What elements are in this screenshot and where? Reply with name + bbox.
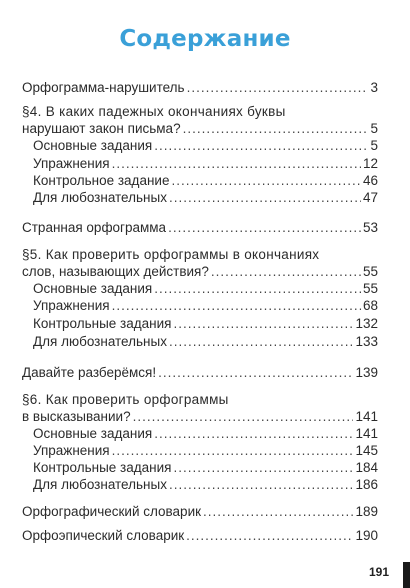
toc-entry-title: Упражнения <box>33 443 110 458</box>
dot-leader <box>183 120 369 138</box>
toc-entry <box>22 527 378 545</box>
toc-entry-title: Контрольные задания <box>33 460 172 475</box>
dot-leader <box>154 280 361 298</box>
toc-subentry <box>33 459 378 477</box>
toc-subentry <box>33 476 378 494</box>
toc-subentry <box>33 442 378 460</box>
section-5-heading: §5. Как проверить орфограммы в окончаниях <box>22 247 320 262</box>
toc-entry-title: Упражнения <box>33 298 110 313</box>
toc-entry-page: 53 <box>362 220 378 235</box>
toc-entry-title: Для любознательных <box>33 477 167 492</box>
dot-leader <box>173 315 353 333</box>
toc-entry-page: 3 <box>370 80 378 95</box>
page-title: Содержание <box>119 26 291 52</box>
toc-subentry <box>33 333 378 351</box>
toc-entry-page: 189 <box>355 504 378 519</box>
section-6-heading: §6. Как проверить орфограммы <box>22 392 229 407</box>
section-4-heading: §4. В каких падежных окончаниях буквы <box>22 104 286 119</box>
toc-entry <box>22 364 378 382</box>
toc-entry-title: Орфографический словарик <box>22 504 202 519</box>
toc-subentry <box>33 297 378 315</box>
dot-leader <box>211 263 361 281</box>
toc-entry-title: Основные задания <box>33 281 153 296</box>
page-number: 191 <box>368 565 389 579</box>
toc-entry-title: Для любознательных <box>33 190 167 205</box>
toc-entry-title: нарушают закон письма? <box>22 121 181 136</box>
toc-subentry <box>33 280 378 298</box>
toc-entry-page: 55 <box>362 281 378 296</box>
toc-entry-title: Орфограмма-нарушитель <box>22 80 185 95</box>
toc-entry <box>22 120 378 138</box>
dot-leader <box>173 459 353 477</box>
dot-leader <box>169 189 361 207</box>
toc-entry <box>22 263 378 281</box>
page-edge-bar <box>403 562 410 588</box>
toc-subentry <box>33 189 378 207</box>
toc-entry-page: 190 <box>355 528 378 543</box>
dot-leader <box>112 297 361 315</box>
toc-entry-title: Упражнения <box>33 156 110 171</box>
dot-leader <box>171 172 361 190</box>
toc-subentry <box>33 172 378 190</box>
toc-entry-page: 5 <box>370 138 378 153</box>
toc-entry <box>22 503 378 521</box>
toc-entry-page: 47 <box>362 190 378 205</box>
dot-leader <box>158 364 353 382</box>
dot-leader <box>203 503 353 521</box>
toc-entry <box>22 79 378 97</box>
toc-entry-page: 68 <box>362 298 378 313</box>
dot-leader <box>187 79 369 97</box>
dot-leader <box>169 476 354 494</box>
toc-entry <box>22 408 378 426</box>
toc-entry-title: Странная орфограмма <box>22 220 167 235</box>
toc-entry-title: Орфоэпический словарик <box>22 528 185 543</box>
dot-leader <box>112 155 361 173</box>
toc-entry-title: слов, называющих действия? <box>22 264 209 279</box>
toc-subentry <box>33 315 378 333</box>
toc-entry-title: Основные задания <box>33 138 153 153</box>
toc-entry-title: Контрольные задания <box>33 316 172 331</box>
toc-entry-page: 145 <box>355 443 378 458</box>
toc-subentry <box>33 425 378 443</box>
toc-subentry <box>33 155 378 173</box>
dot-leader <box>186 527 353 545</box>
toc-entry-title: Основные задания <box>33 426 153 441</box>
dot-leader <box>133 408 354 426</box>
toc-entry-page: 139 <box>355 365 378 380</box>
toc-entry-page: 46 <box>362 173 378 188</box>
toc-entry-title: в высказывании? <box>22 409 131 424</box>
toc-entry-page: 5 <box>370 121 378 136</box>
toc-entry-page: 141 <box>355 409 378 424</box>
toc-entry-page: 133 <box>355 334 378 349</box>
toc-entry-page: 132 <box>355 316 378 331</box>
toc-entry-page: 141 <box>355 426 378 441</box>
dot-leader <box>168 219 361 237</box>
dot-leader <box>154 137 368 155</box>
dot-leader <box>154 425 353 443</box>
toc-subentry <box>33 137 378 155</box>
dot-leader <box>112 442 354 460</box>
toc-entry-title: Давайте разберёмся! <box>22 365 157 380</box>
toc-entry <box>22 219 378 237</box>
dot-leader <box>169 333 354 351</box>
toc-entry-page: 55 <box>362 264 378 279</box>
toc-entry-title: Для любознательных <box>33 334 167 349</box>
toc-entry-page: 12 <box>362 156 378 171</box>
toc-entry-page: 184 <box>355 460 378 475</box>
toc-entry-title: Контрольное задание <box>33 173 170 188</box>
toc-entry-page: 186 <box>355 477 378 492</box>
